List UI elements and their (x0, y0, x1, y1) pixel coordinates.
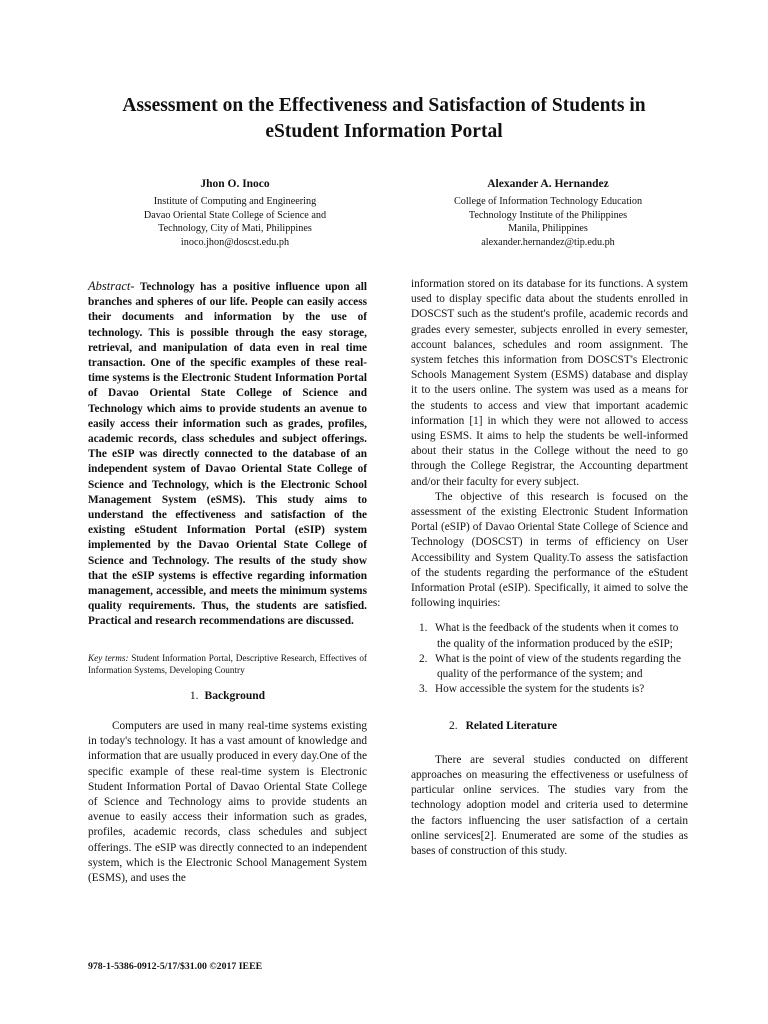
author-affiliation: Manila, Philippines (508, 223, 588, 235)
key-terms (88, 652, 367, 677)
abstract-label: Abstract- (88, 279, 135, 293)
section-heading-related-literature (449, 719, 688, 734)
objective-paragraph: The objective of this research is focused on the assessment of the existing Electronic Student Information Portal (eSIP) of Davao Oriental State College of Science and Technology (DOSCST) in terms of efficiency on User Accessibility and System Quality.To assess the satisfaction of the students regarding the performance of the eStudent Information Protal (eSIP). Specifically, it aimed to solve the following inquiries: (411, 490, 688, 610)
right-column (411, 277, 688, 859)
section-number: 1. (189, 689, 199, 702)
paper-title-line-1: Assessment on the Effectiveness and Satisfaction of Students in (122, 95, 646, 116)
list-item (411, 652, 688, 682)
author-email: inoco.jhon@doscst.edu.ph (180, 236, 290, 248)
abstract-text: Technology has a positive influence upon all branches and spheres of our life. People can easily access their documents and information by the use of technology. This is possible through the easy storage, retrieval, and manipulation of data even in real time transaction. One of the specific examples of these real-time systems is the Electronic Student Information Portal of Davao Oriental State College of Science and Technology which aims to provide students an avenue to easily access their information such as grades, profiles, academic records, class schedules and subject offerings. The eSIP was directly connected to the database of an independent system of Davao Oriental State College of Science and Technology, which is the Electronic School Management System (eSMS). This study aims to understand the effectiveness and satisfaction of the existing eStudent Information Portal (eSIP) system implemented by the Davao Oriental State College of Science and Technology. The results of the study show that the eSIP systems is effective regarding information management, accessible, and meets the minimum systems quality requirements. Thus, the students are satisfied. Practical and research recommendations are discussed. (88, 281, 367, 628)
copyright-footer: 978-1-5386-0912-5/17/$31.00 ©2017 IEEE (88, 961, 263, 972)
author-email: alexander.hernandez@tip.edu.ph (481, 236, 615, 248)
author-name: Jhon O. Inoco (200, 178, 270, 190)
left-column (88, 279, 367, 886)
key-terms-text: Student Information Portal, Descriptive Research, Effectives of Information Systems, Developing Country (88, 652, 367, 676)
author-affiliation: Technology Institute of the Philippines (468, 209, 628, 221)
author-block-1 (110, 178, 360, 249)
list-item-text: What is the feedback of the students when it comes to the quality of the information produced by the eSIP; (435, 622, 679, 650)
list-item (411, 682, 688, 697)
author-name: Alexander A. Hernandez (487, 178, 609, 190)
author-affiliation: Davao Oriental State College of Science and (143, 209, 327, 221)
author-affiliation: College of Information Technology Education (453, 196, 643, 208)
list-item-text: What is the point of view of the students regarding the quality of the performance of the system; and (435, 652, 681, 681)
section-title: Related Literature (465, 720, 558, 733)
list-number: 2. (419, 652, 428, 665)
paper-title-line-2: eStudent Information Portal (265, 121, 503, 142)
list-number: 1. (419, 622, 428, 635)
author-affiliation: Institute of Computing and Engineering (153, 196, 317, 208)
section-number: 2. (449, 720, 458, 733)
list-item-text: How accessible the system for the students is? (435, 683, 645, 696)
author-block-2 (418, 178, 678, 249)
list-number: 3. (419, 683, 428, 696)
key-terms-label: Key terms: (88, 652, 129, 663)
paper-title (60, 93, 708, 145)
section-title: Background (204, 689, 266, 702)
body-paragraph: information stored on its database for its functions. A system used to display specific data about the students enrolled in DOSCST such as the student's profile, academic records and grades every semester, subjects enrolled in every semester, account balances, schedules and room assignment. The system fetches this information from DOSCST's Electronic Schools Management System (ESMS) database and display it to the users online. The system was used as a means for the students to access and view that important academic information [1] in which they were not allowed to access using ESMS. It aims to help the students be well-informed about their status in the College without the need to go through the College Registrar, the Accounting department and/or their faculty for every subject. (411, 278, 688, 488)
research-questions (411, 621, 688, 697)
list-item (411, 621, 688, 651)
related-literature-paragraph: There are several studies conducted on different approaches on measuring the effectiveness or usefulness of particular online services. The studies vary from the technology adoption model and criteria used to determine the factors influencing the user satisfaction of a certain online services[2]. Enumerated are some of the studies as bases of construction of this study. (411, 753, 688, 857)
author-affiliation: Technology, City of Mati, Philippines (158, 223, 312, 235)
background-paragraph: Computers are used in many real-time systems existing in today's technology. It has a vast amount of knowledge and information that are usually produced in every day.One of the specific example of these real-time system is Electronic Student Information Portal of Davao Oriental State College of Science and Technology aims to provide students an avenue to easily access their information such as grades, profiles, academic records, class schedules and subject offerings. The eSIP was directly connected to an independent system, which is the Electronic School Management System (ESMS), and uses the (88, 720, 367, 885)
abstract (88, 279, 367, 630)
section-heading-background (88, 689, 367, 704)
